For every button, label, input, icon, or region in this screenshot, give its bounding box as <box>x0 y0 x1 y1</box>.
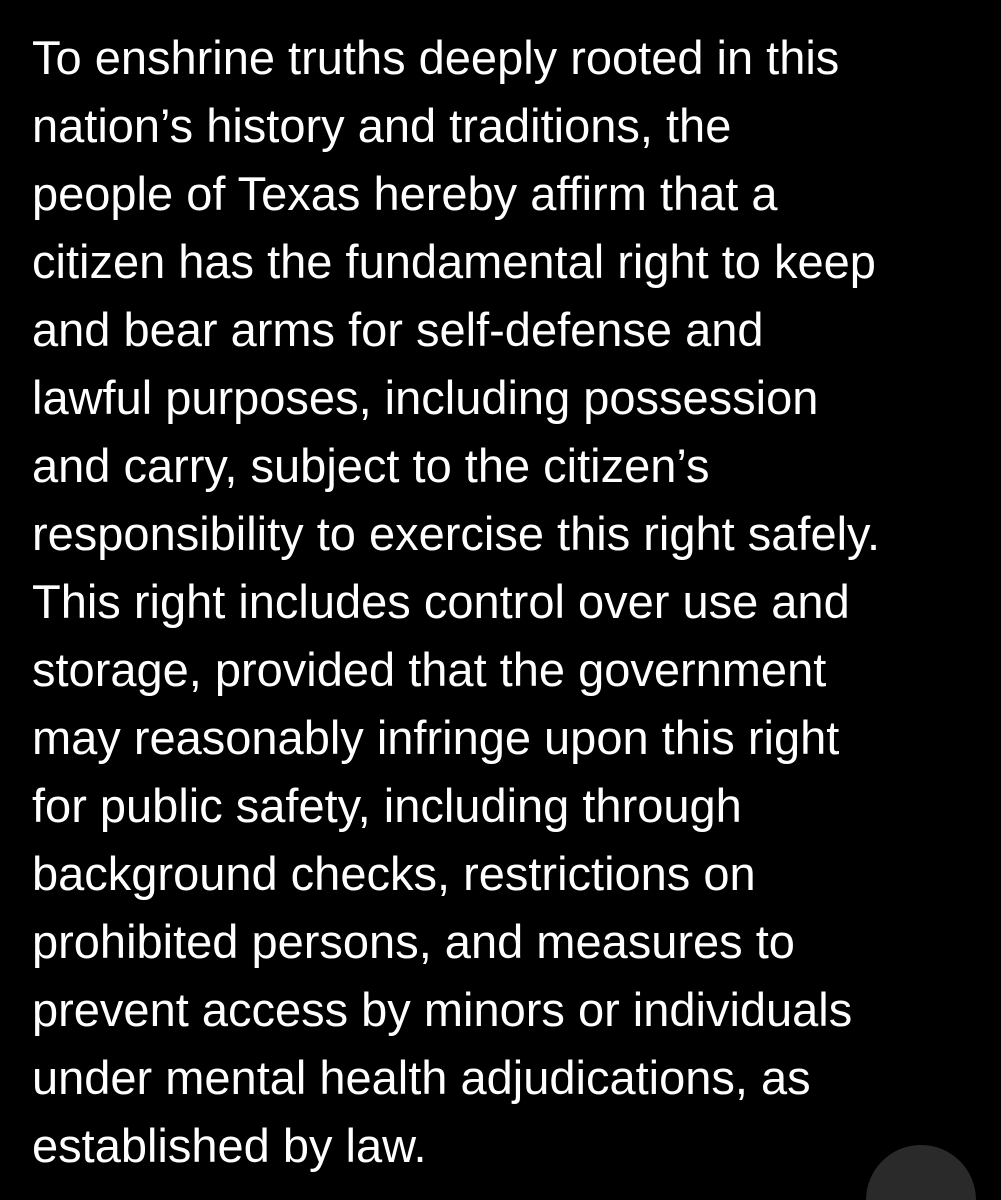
text-line: may reasonably infringe upon this right <box>32 711 840 764</box>
text-line: and carry, subject to the citizen’s <box>32 439 710 492</box>
text-line: people of Texas hereby affirm that a <box>32 167 778 220</box>
text-line: prevent access by minors or individuals <box>32 983 853 1036</box>
text-line: lawful purposes, including possession <box>32 371 819 424</box>
text-line: and bear arms for self-defense and <box>32 303 764 356</box>
text-line: nation’s history and traditions, the <box>32 99 732 152</box>
body-text <box>32 24 992 1180</box>
text-line: To enshrine truths deeply rooted in this <box>32 31 840 84</box>
text-line: for public safety, including through <box>32 779 742 832</box>
text-line: under mental health adjudications, as <box>32 1051 811 1104</box>
text-line: established by law. <box>32 1119 427 1172</box>
text-line: background checks, restrictions on <box>32 847 756 900</box>
text-line: This right includes control over use and <box>32 575 850 628</box>
text-line: responsibility to exercise this right safely. <box>32 507 881 560</box>
text-line: prohibited persons, and measures to <box>32 915 795 968</box>
text-line: storage, provided that the government <box>32 643 827 696</box>
text-line: citizen has the fundamental right to keep <box>32 235 876 288</box>
